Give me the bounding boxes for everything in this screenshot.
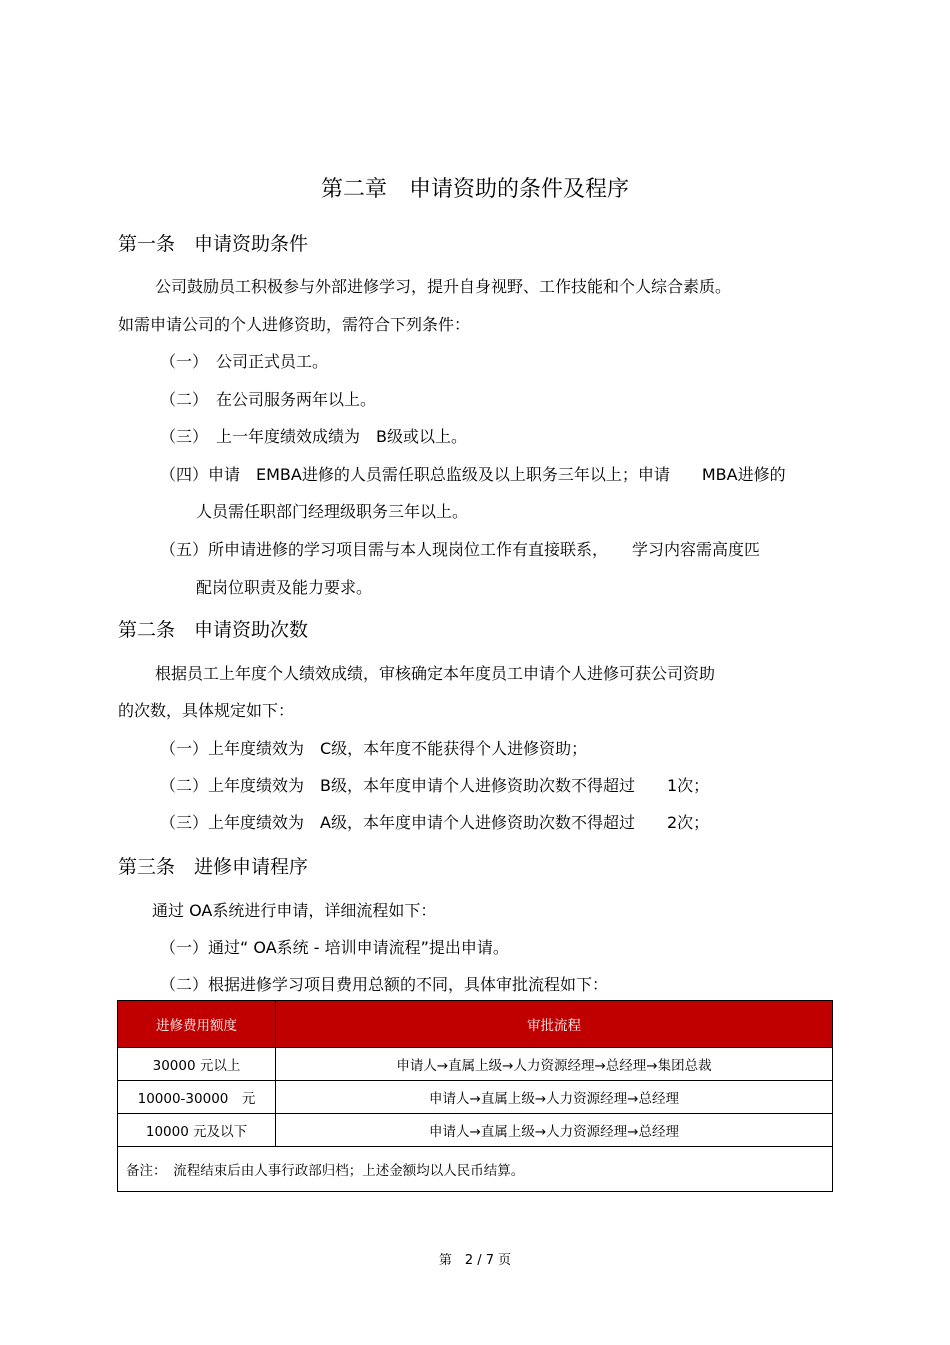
list-item-continuation: 人员需任职部门经理级职务三年以上。 — [196, 502, 469, 521]
section-title-procedure: 第三条 进修申请程序 — [118, 856, 309, 878]
approval-flow-cell: 申请人→直属上级→人力资源经理→总经理 — [276, 1081, 833, 1114]
section-title-times: 第二条 申请资助次数 — [118, 619, 309, 641]
approval-flow-cell: 申请人→直属上级→人力资源经理→总经理→集团总裁 — [276, 1048, 833, 1081]
paragraph-line: 通过 OA系统进行申请，详细流程如下： — [152, 901, 437, 920]
list-item: （二） 在公司服务两年以上。 — [160, 390, 377, 409]
approval-flow-cell: 申请人→直属上级→人力资源经理→总经理 — [276, 1114, 833, 1147]
table-row — [118, 1114, 833, 1147]
list-item: （五）所申请进修的学习项目需与本人现岗位工作有直接联系， 学习内容需高度匹 — [160, 540, 761, 559]
list-item: （三）上年度绩效为 A级，本年度申请个人进修资助次数不得超过 2次； — [160, 813, 710, 832]
paragraph-line: 根据员工上年度个人绩效成绩，审核确定本年度员工申请个人进修可获公司资助 — [155, 664, 716, 683]
chapter-title: 第二章 申请资助的条件及程序 — [320, 177, 629, 202]
list-item: （三） 上一年度绩效成绩为 B级或以上。 — [160, 427, 467, 446]
header-cost-range: 进修费用额度 — [118, 1001, 276, 1048]
list-item: （二）根据进修学习项目费用总额的不同，具体审批流程如下： — [160, 975, 609, 994]
table-row — [118, 1081, 833, 1114]
list-item: （一）上年度绩效为 C级，本年度不能获得个人进修资助； — [160, 739, 588, 758]
table-row — [118, 1048, 833, 1081]
paragraph-line: 的次数，具体规定如下： — [118, 701, 295, 720]
list-item: （四）申请 EMBA进修的人员需任职总监级及以上职务三年以上；申请 MBA进修的 — [160, 465, 786, 484]
page-number: 第 2 / 7 页 — [438, 1253, 512, 1268]
header-approval-flow: 审批流程 — [276, 1001, 833, 1048]
list-item-continuation: 配岗位职责及能力要求。 — [196, 578, 373, 597]
cost-range-cell: 10000 元及以下 — [118, 1114, 276, 1147]
table-note-row — [118, 1147, 833, 1192]
list-item: （一） 公司正式员工。 — [160, 352, 329, 371]
section-title-conditions: 第一条 申请资助条件 — [118, 233, 309, 255]
cost-range-cell: 30000 元以上 — [118, 1048, 276, 1081]
paragraph-line: 公司鼓励员工积极参与外部进修学习，提升自身视野、工作技能和个人综合素质。 — [155, 277, 732, 296]
approval-table — [117, 1000, 833, 1192]
cost-range-cell: 10000-30000 元 — [118, 1081, 276, 1114]
table-header-row — [118, 1001, 833, 1048]
list-item: （二）上年度绩效为 B级，本年度申请个人进修资助次数不得超过 1次； — [160, 776, 710, 795]
paragraph-line: 如需申请公司的个人进修资助，需符合下列条件： — [118, 315, 471, 334]
list-item: （一）通过“ OA系统 - 培训申请流程”提出申请。 — [160, 938, 509, 957]
table-note: 备注： 流程结束后由人事行政部归档；上述金额均以人民币结算。 — [118, 1147, 833, 1192]
